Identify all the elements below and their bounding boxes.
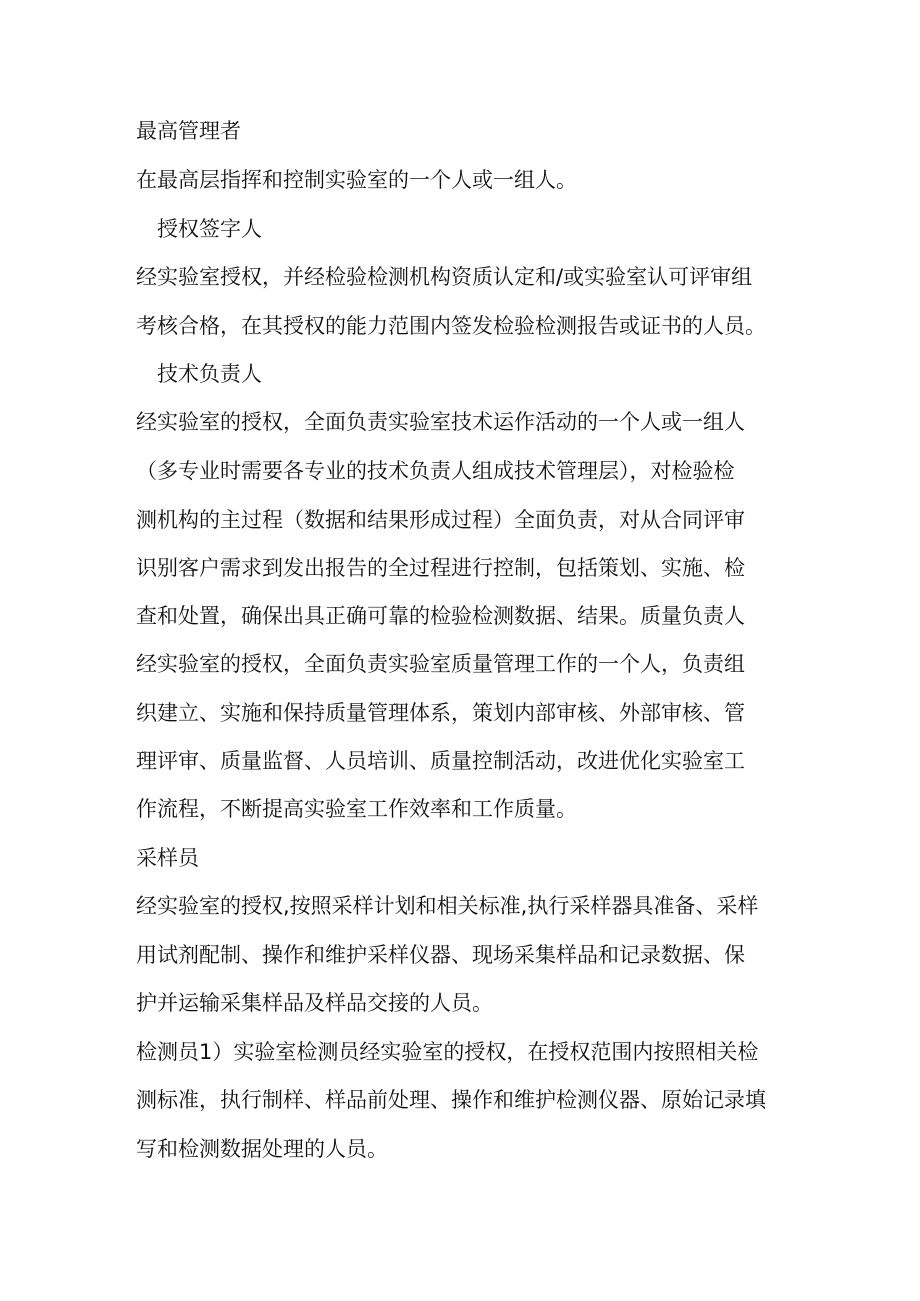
paragraph-line: 经实验室授权，并经检验检测机构资质认定和/或实验室认可评审组 — [136, 265, 753, 289]
paragraph-line: 测机构的主过程（数据和结果形成过程）全面负责，对从合同评审 — [136, 508, 745, 532]
paragraph-line: 测标准，执行制样、样品前处理、操作和维护检测仪器、原始记录填 — [136, 1088, 766, 1112]
paragraph-line: 写和检测数据处理的人员。 — [136, 1137, 388, 1161]
paragraph-line: 织建立、实施和保持质量管理体系，策划内部审核、外部审核、管 — [136, 701, 745, 725]
paragraph-line: 理评审、质量监督、人员培训、质量控制活动，改进优化实验室工 — [136, 749, 745, 773]
heading-sampler: 采样员 — [136, 846, 199, 870]
heading-authorized-signatory: 授权签字人 — [157, 217, 262, 241]
paragraph-line: 在最高层指挥和控制实验室的一个人或一组人。 — [136, 168, 577, 192]
paragraph-line: （多专业时需要各专业的技术负责人组成技术管理层），对检验检 — [136, 459, 735, 483]
paragraph-line: 查和处置，确保出具正确可靠的检验检测数据、结果。质量负责人 — [136, 604, 745, 628]
paragraph-line: 用试剂配制、操作和维护采样仪器、现场采集样品和记录数据、保 — [136, 943, 745, 967]
paragraph-line: 经实验室的授权，全面负责实验室质量管理工作的一个人，负责组 — [136, 652, 745, 676]
paragraph-line: 经实验室的授权，全面负责实验室技术运作活动的一个人或一组人 — [136, 410, 745, 434]
paragraph-line: 经实验室的授权,按照采样计划和相关标准,执行采样器具准备、采样 — [136, 894, 759, 918]
paragraph-line: 作流程，不断提高实验室工作效率和工作质量。 — [136, 797, 577, 821]
heading-top-management: 最高管理者 — [136, 119, 241, 143]
paragraph-line: 检测员1）实验室检测员经实验室的授权，在授权范围内按照相关检 — [136, 1040, 759, 1064]
paragraph-line: 护并运输采集样品及样品交接的人员。 — [136, 991, 493, 1015]
paragraph-line: 考核合格，在其授权的能力范围内签发检验检测报告或证书的人员。 — [136, 314, 766, 338]
heading-technical-manager: 技术负责人 — [157, 362, 262, 386]
paragraph-line: 识别客户需求到发出报告的全过程进行控制，包括策划、实施、检 — [136, 556, 745, 580]
